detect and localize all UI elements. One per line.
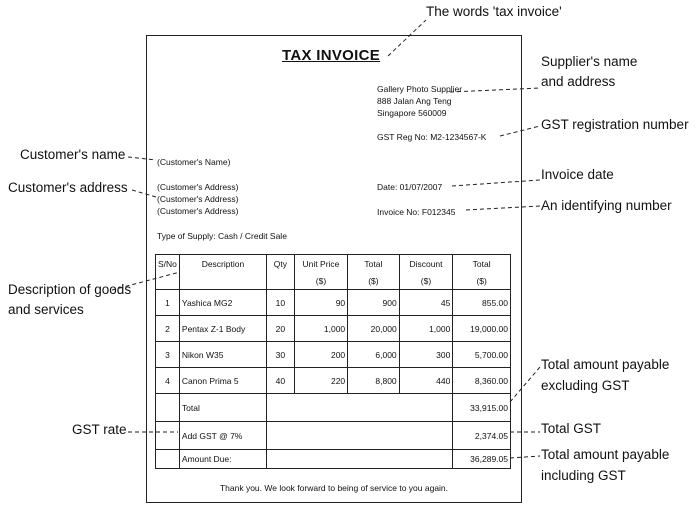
header-discount: Discount bbox=[399, 255, 453, 274]
customer-name: (Customer's Name) bbox=[157, 157, 231, 167]
customer-address-line-3: (Customer's Address) bbox=[157, 206, 239, 216]
annotation-invoice-date: Invoice date bbox=[541, 167, 614, 182]
table-row bbox=[156, 368, 511, 394]
header-unit-price: Unit Price bbox=[294, 255, 347, 274]
header-description: Description bbox=[179, 255, 266, 274]
table-row bbox=[156, 290, 511, 316]
unit-description bbox=[179, 273, 266, 290]
total-label: Total bbox=[179, 394, 266, 422]
cell-discount: 300 bbox=[399, 342, 453, 368]
invoice-number: Invoice No: F012345 bbox=[377, 207, 456, 217]
unit-discount: ($) bbox=[399, 273, 453, 290]
cell-sno: 3 bbox=[156, 342, 180, 368]
unit-unit-price: ($) bbox=[294, 273, 347, 290]
cell-sno: 1 bbox=[156, 290, 180, 316]
amount-due-row bbox=[156, 450, 511, 469]
empty-cell bbox=[267, 422, 453, 450]
total-value: 33,915.00 bbox=[453, 394, 511, 422]
thank-you-note: Thank you. We look forward to being of service to you again. bbox=[219, 483, 449, 493]
amount-due-value: 36,289.05 bbox=[453, 450, 511, 469]
gst-row bbox=[156, 422, 511, 450]
cell-discount: 1,000 bbox=[399, 316, 453, 342]
table-header-row bbox=[156, 255, 511, 274]
annotation-gst-rate: GST rate bbox=[72, 422, 127, 437]
cell-net-total: 8,360.00 bbox=[453, 368, 511, 394]
cell-sno: 4 bbox=[156, 368, 180, 394]
gst-label: Add GST @ 7% bbox=[179, 422, 266, 450]
invoice-title: TAX INVOICE bbox=[282, 47, 381, 64]
cell-net-total: 19,000.00 bbox=[453, 316, 511, 342]
table-row bbox=[156, 316, 511, 342]
amount-due-label: Amount Due: bbox=[179, 450, 266, 469]
cell-description: Nikon W35 bbox=[179, 342, 266, 368]
header-total: Total bbox=[348, 255, 400, 274]
annotation-tax-invoice-words: The words 'tax invoice' bbox=[426, 4, 562, 19]
cell-description: Pentax Z-1 Body bbox=[179, 316, 266, 342]
cell-qty: 40 bbox=[267, 368, 295, 394]
cell-qty: 20 bbox=[267, 316, 295, 342]
cell-net-total: 855.00 bbox=[453, 290, 511, 316]
annotation-total-gst: Total GST bbox=[541, 421, 602, 436]
header-net-total: Total bbox=[453, 255, 511, 274]
gst-value: 2,374.05 bbox=[453, 422, 511, 450]
cell-unit-price: 1,000 bbox=[294, 316, 347, 342]
cell-description: Yashica MG2 bbox=[179, 290, 266, 316]
cell-unit-price: 200 bbox=[294, 342, 347, 368]
annotation-total-excl-1: Total amount payable bbox=[541, 357, 670, 372]
cell-discount: 440 bbox=[399, 368, 453, 394]
supplier-city: Singapore 560009 bbox=[377, 108, 447, 118]
customer-address-line-1: (Customer's Address) bbox=[157, 182, 239, 192]
cell-qty: 10 bbox=[267, 290, 295, 316]
annotation-customer-name: Customer's name bbox=[20, 147, 126, 162]
header-qty: Qty bbox=[267, 255, 295, 274]
annotation-supplier-address: and address bbox=[541, 74, 616, 89]
cell-total: 6,000 bbox=[348, 342, 400, 368]
annotation-description-2: and services bbox=[8, 302, 84, 317]
cell-unit-price: 90 bbox=[294, 290, 347, 316]
unit-qty bbox=[267, 273, 295, 290]
annotation-identifying-number: An identifying number bbox=[541, 198, 672, 213]
supplier-name: Gallery Photo Supplier bbox=[377, 84, 463, 94]
table-row bbox=[156, 342, 511, 368]
annotation-total-incl-2: including GST bbox=[541, 468, 626, 483]
header-sno: S/No bbox=[156, 255, 180, 274]
invoice-document bbox=[146, 35, 522, 503]
gst-reg-number: GST Reg No: M2-1234567-K bbox=[377, 132, 487, 142]
cell-total: 20,000 bbox=[348, 316, 400, 342]
cell-net-total: 5,700.00 bbox=[453, 342, 511, 368]
unit-total: ($) bbox=[348, 273, 400, 290]
unit-net-total: ($) bbox=[453, 273, 511, 290]
annotation-total-excl-2: excluding GST bbox=[541, 378, 630, 393]
cell-total: 8,800 bbox=[348, 368, 400, 394]
customer-address-line-2: (Customer's Address) bbox=[157, 194, 239, 204]
unit-sno bbox=[156, 273, 180, 290]
annotation-gst-registration: GST registration number bbox=[541, 117, 689, 132]
annotation-supplier-name: Supplier's name bbox=[541, 54, 638, 69]
cell-discount: 45 bbox=[399, 290, 453, 316]
invoice-date: Date: 01/07/2007 bbox=[377, 182, 443, 192]
annotation-total-incl-1: Total amount payable bbox=[541, 447, 670, 462]
annotation-description-1: Description of goods bbox=[8, 282, 132, 297]
supply-type: Type of Supply: Cash / Credit Sale bbox=[157, 231, 287, 241]
cell-description: Canon Prima 5 bbox=[179, 368, 266, 394]
empty-cell bbox=[156, 394, 180, 422]
total-row bbox=[156, 394, 511, 422]
empty-cell bbox=[156, 422, 180, 450]
empty-cell bbox=[156, 450, 180, 469]
cell-total: 900 bbox=[348, 290, 400, 316]
empty-cell bbox=[267, 394, 453, 422]
empty-cell bbox=[267, 450, 453, 469]
invoice-items-table bbox=[155, 254, 511, 469]
cell-unit-price: 220 bbox=[294, 368, 347, 394]
supplier-street: 888 Jalan Ang Teng bbox=[377, 96, 452, 106]
annotation-customer-address: Customer's address bbox=[8, 180, 128, 195]
table-units-row bbox=[156, 273, 511, 290]
cell-sno: 2 bbox=[156, 316, 180, 342]
cell-qty: 30 bbox=[267, 342, 295, 368]
